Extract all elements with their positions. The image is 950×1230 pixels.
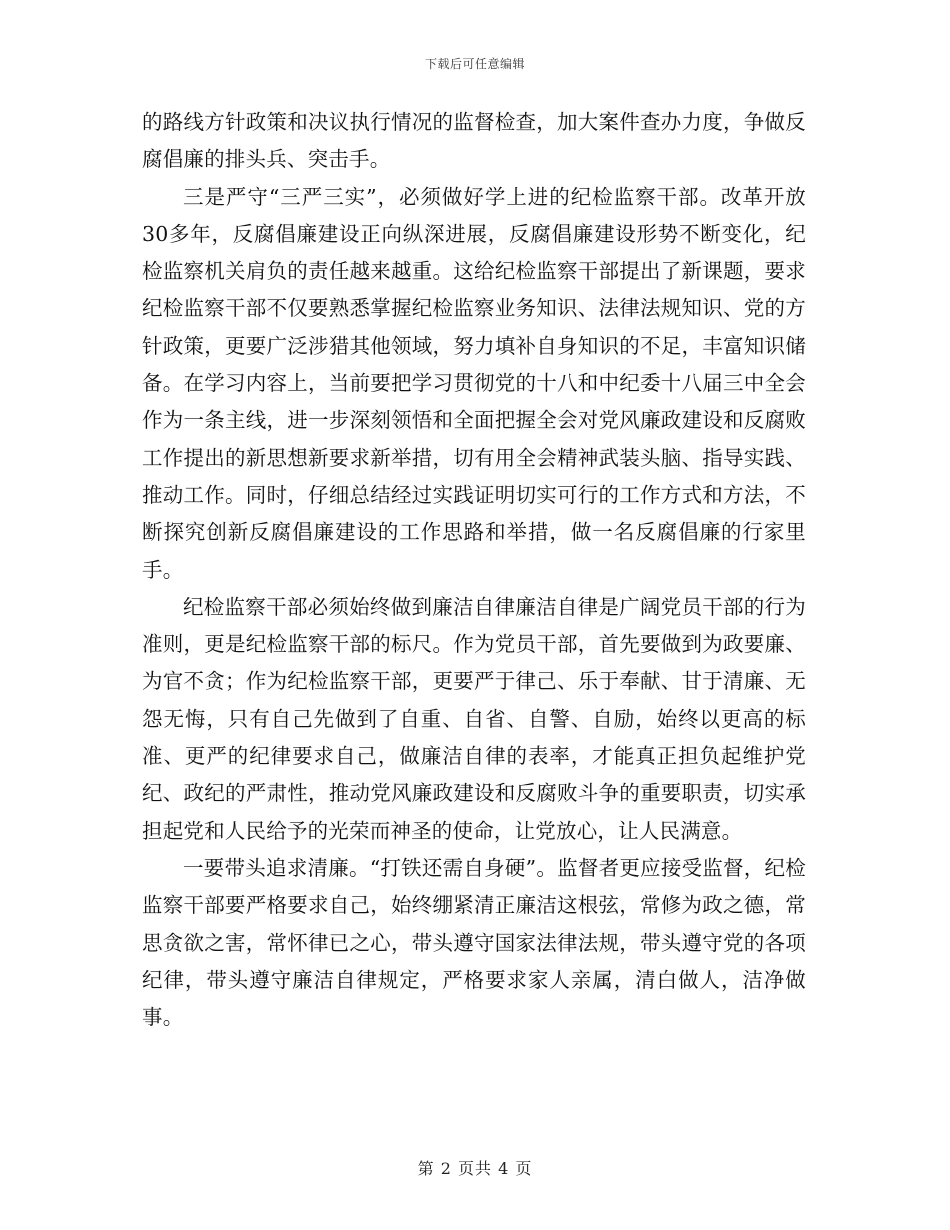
- paragraph-3: 纪检监察干部必须始终做到廉洁自律廉洁自律是广阔党员干部的行为准则，更是纪检监察干部的标尺。作为党员干部，首先要做到为政要廉、为官不贪；作为纪检监察干部，更要严于律己、乐于奉献、甘于清廉、无怨无悔，只有自己先做到了自重、自省、自警、自励，始终以更高的标准、更严的纪律要求自己，做廉洁自律的表率，才能真正担负起维护党纪、政纪的严肃性，推动党风廉政建设和反腐败斗争的重要职责，切实承担起党和人民给予的光荣而神圣的使命，让党放心，让人民满意。: [142, 594, 806, 843]
- paragraph-2: 三是严守“三严三实”，必须做好学上进的纪检监察干部。改革开放30多年，反腐倡廉建设正向纵深进展，反腐倡廉建设形势不断变化，纪检监察机关肩负的责任越来越重。这给纪检监察干部提出了新课题，要求纪检监察干部不仅要熟悉掌握纪检监察业务知识、法律法规知识、党的方针政策，更要广泛涉猎其他领域，努力填补自身知识的不足，丰富知识储备。在学习内容上，当前要把学习贯彻党的十八和中纪委十八届三中全会作为一条主线，进一步深刻领悟和全面把握全会对党风廉政建设和反腐败工作提出的新思想新要求新举措，切有用全会精神武装头脑、指导实践、推动工作。同时，仔细总结经过实践证明切实可行的工作方式和方法，不断探究创新反腐倡廉建设的工作思路和举措，做一名反腐倡廉的行家里手。: [142, 184, 806, 582]
- paragraph-1: 的路线方针政策和决议执行情况的监督检查，加大案件查办力度，争做反腐倡廉的排头兵、突击手。: [142, 110, 806, 172]
- paragraph-4: 一要带头追求清廉。“打铁还需自身硬”。监督者更应接受监督，纪检监察干部要严格要求自己，始终绷紧清正廉洁这根弦，常修为政之德，常思贪欲之害，常怀律已之心，带头遵守国家法律法规，带头遵守党的各项纪律，带头遵守廉洁自律规定，严格要求家人亲属，清白做人，洁净做事。: [142, 855, 806, 1030]
- page-number: 第 2 页共 4 页: [417, 1159, 533, 1178]
- page-header-note: 下载后可任意编辑: [424, 57, 525, 71]
- document-body: [142, 104, 806, 1036]
